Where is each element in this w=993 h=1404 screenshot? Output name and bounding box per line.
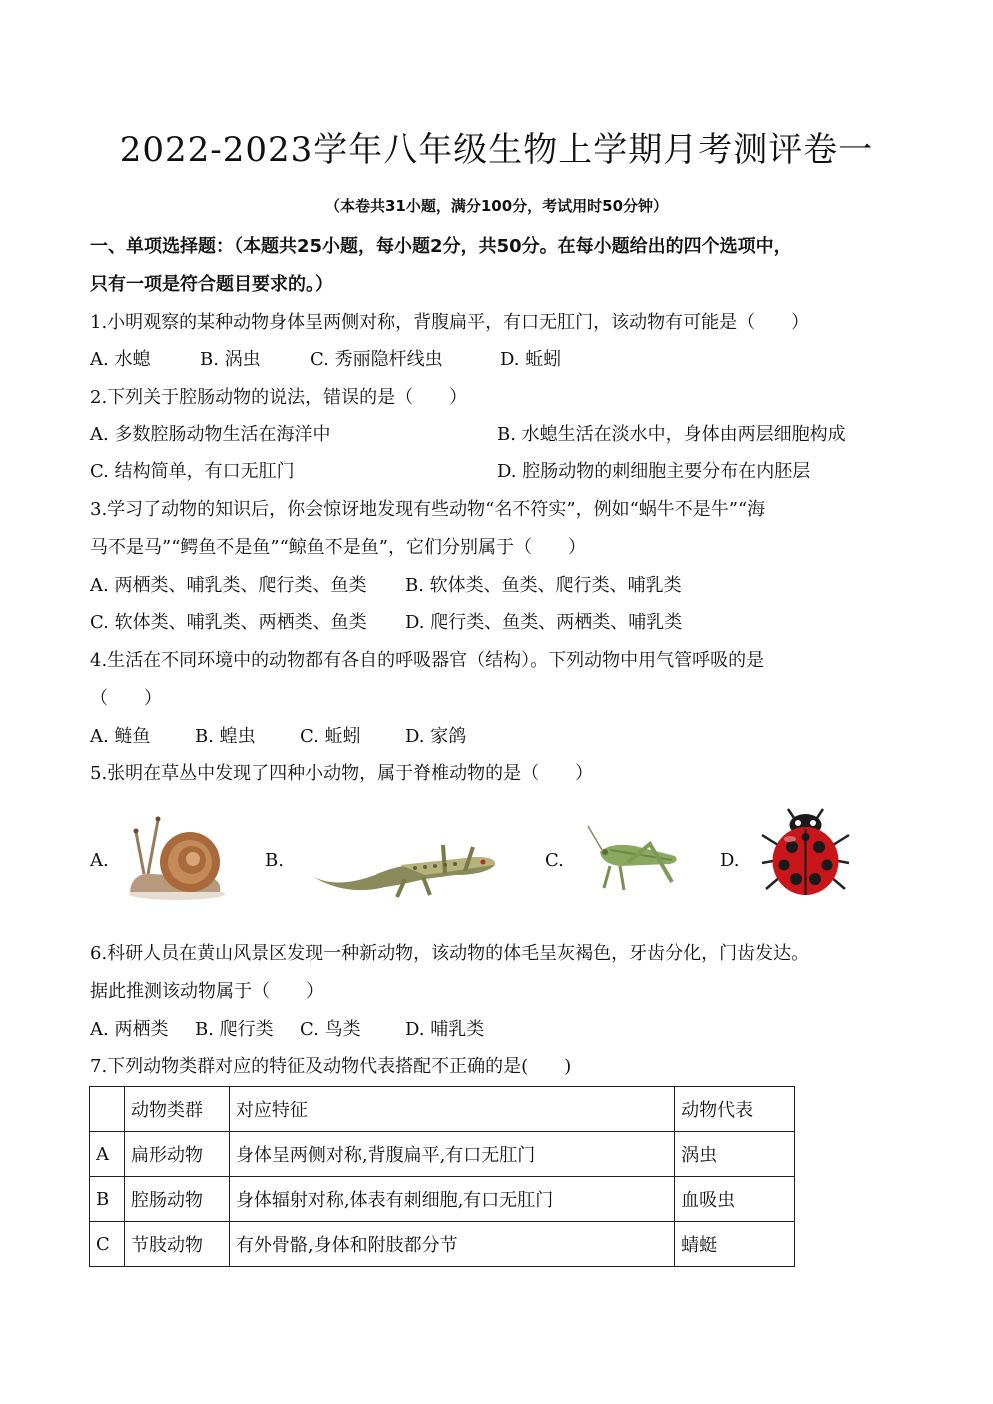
table-cell: B bbox=[90, 1177, 125, 1222]
q5-option-b: B. bbox=[265, 850, 284, 871]
question-3-stem: 3.学习了动物的知识后，你会惊讶地发现有些动物“名不符实”，例如“蜗牛不是牛”“海 bbox=[90, 499, 766, 520]
q5-option-d: D. bbox=[720, 850, 740, 871]
question-4-stem: 4.生活在不同环境中的动物都有各自的呼吸器官（结构）。下列动物中用气管呼吸的是 bbox=[90, 650, 765, 671]
question-1-stem: 1.小明观察的某种动物身体呈两侧对称，背腹扁平，有口无肛门，该动物有可能是（ ） bbox=[90, 312, 810, 333]
table-header-row bbox=[90, 1087, 795, 1132]
table-cell: C bbox=[90, 1222, 125, 1267]
q7-table bbox=[89, 1086, 795, 1267]
question-6-stem-cont: 据此推测该动物属于（ ） bbox=[90, 981, 324, 1002]
q3-option-b: B. 软体类、鱼类、爬行类、哺乳类 bbox=[405, 575, 682, 596]
table-cell: 涡虫 bbox=[675, 1132, 795, 1177]
page-title: 2022-2023学年八年级生物上学期月考测评卷一 bbox=[119, 130, 874, 170]
q2-option-c: C. 结构简单，有口无肛门 bbox=[90, 461, 295, 482]
table-row bbox=[90, 1222, 795, 1267]
table-cell: 身体呈两侧对称,背腹扁平,有口无肛门 bbox=[229, 1132, 674, 1177]
ladybug-image bbox=[758, 805, 853, 900]
table-cell: 蜻蜓 bbox=[675, 1222, 795, 1267]
question-2-stem: 2.下列关于腔肠动物的说法，错误的是（ ） bbox=[90, 387, 468, 408]
question-4-stem-cont: （ ） bbox=[90, 688, 162, 709]
q6-option-c: C. 鸟类 bbox=[300, 1019, 361, 1040]
table-cell: 身体辐射对称,体表有刺细胞,有口无肛门 bbox=[229, 1177, 674, 1222]
q4-option-b: B. 蝗虫 bbox=[195, 726, 256, 747]
q6-option-d: D. 哺乳类 bbox=[405, 1019, 485, 1040]
q3-option-d: D. 爬行类、鱼类、两栖类、哺乳类 bbox=[405, 612, 683, 633]
q4-option-d: D. 家鸽 bbox=[405, 726, 467, 747]
question-3-stem-cont: 马不是马”“鳄鱼不是鱼”“鲸鱼不是鱼”，它们分别属于（ ） bbox=[90, 537, 587, 558]
section-heading: 一、单项选择题：（本题共25小题，每小题2分，共50分。在每小题给出的四个选项中， bbox=[90, 236, 792, 257]
table-cell: 扁形动物 bbox=[124, 1132, 229, 1177]
exam-instructions: （本卷共31小题，满分100分，考试用时50分钟） bbox=[324, 197, 669, 215]
table-cell: 节肢动物 bbox=[124, 1222, 229, 1267]
table-cell: 腔肠动物 bbox=[124, 1177, 229, 1222]
table-cell: A bbox=[90, 1132, 125, 1177]
question-5-stem: 5.张明在草丛中发现了四种小动物，属于脊椎动物的是（ ） bbox=[90, 763, 594, 784]
lizard-image bbox=[305, 835, 500, 905]
q3-option-a: A. 两栖类、哺乳类、爬行类、鱼类 bbox=[90, 575, 367, 596]
table-row bbox=[90, 1132, 795, 1177]
q1-option-c: C. 秀丽隐杆线虫 bbox=[310, 349, 443, 370]
grasshopper-image bbox=[580, 822, 685, 894]
q4-option-a: A. 鲢鱼 bbox=[90, 726, 151, 747]
q4-option-c: C. 蚯蚓 bbox=[300, 726, 361, 747]
table-cell: 血吸虫 bbox=[675, 1177, 795, 1222]
q1-option-a: A. 水螅 bbox=[90, 349, 151, 370]
table-row bbox=[90, 1177, 795, 1222]
snail-image bbox=[122, 812, 230, 902]
q1-option-b: B. 涡虫 bbox=[200, 349, 261, 370]
q5-option-a: A. bbox=[90, 850, 109, 871]
q5-option-c: C. bbox=[545, 850, 564, 871]
table-header-cell: 对应特征 bbox=[229, 1087, 674, 1132]
question-6-stem: 6.科研人员在黄山风景区发现一种新动物，该动物的体毛呈灰褐色，牙齿分化，门齿发达。 bbox=[90, 943, 810, 964]
q3-option-c: C. 软体类、哺乳类、两栖类、鱼类 bbox=[90, 612, 367, 633]
q6-option-a: A. 两栖类 bbox=[90, 1019, 169, 1040]
q2-option-a: A. 多数腔肠动物生活在海洋中 bbox=[90, 424, 331, 445]
question-7-stem: 7.下列动物类群对应的特征及动物代表搭配不正确的是( ) bbox=[90, 1056, 572, 1077]
q1-option-d: D. 蚯蚓 bbox=[500, 349, 562, 370]
table-header-cell: 动物类群 bbox=[124, 1087, 229, 1132]
table-header-cell bbox=[90, 1087, 125, 1132]
q6-option-b: B. 爬行类 bbox=[195, 1019, 274, 1040]
table-cell: 有外骨骼,身体和附肢都分节 bbox=[229, 1222, 674, 1267]
q2-option-d: D. 腔肠动物的刺细胞主要分布在内胚层 bbox=[497, 461, 811, 482]
q2-option-b: B. 水螅生活在淡水中，身体由两层细胞构成 bbox=[497, 424, 846, 445]
table-header-cell: 动物代表 bbox=[675, 1087, 795, 1132]
section-heading-cont: 只有一项是符合题目要求的。） bbox=[90, 274, 333, 295]
